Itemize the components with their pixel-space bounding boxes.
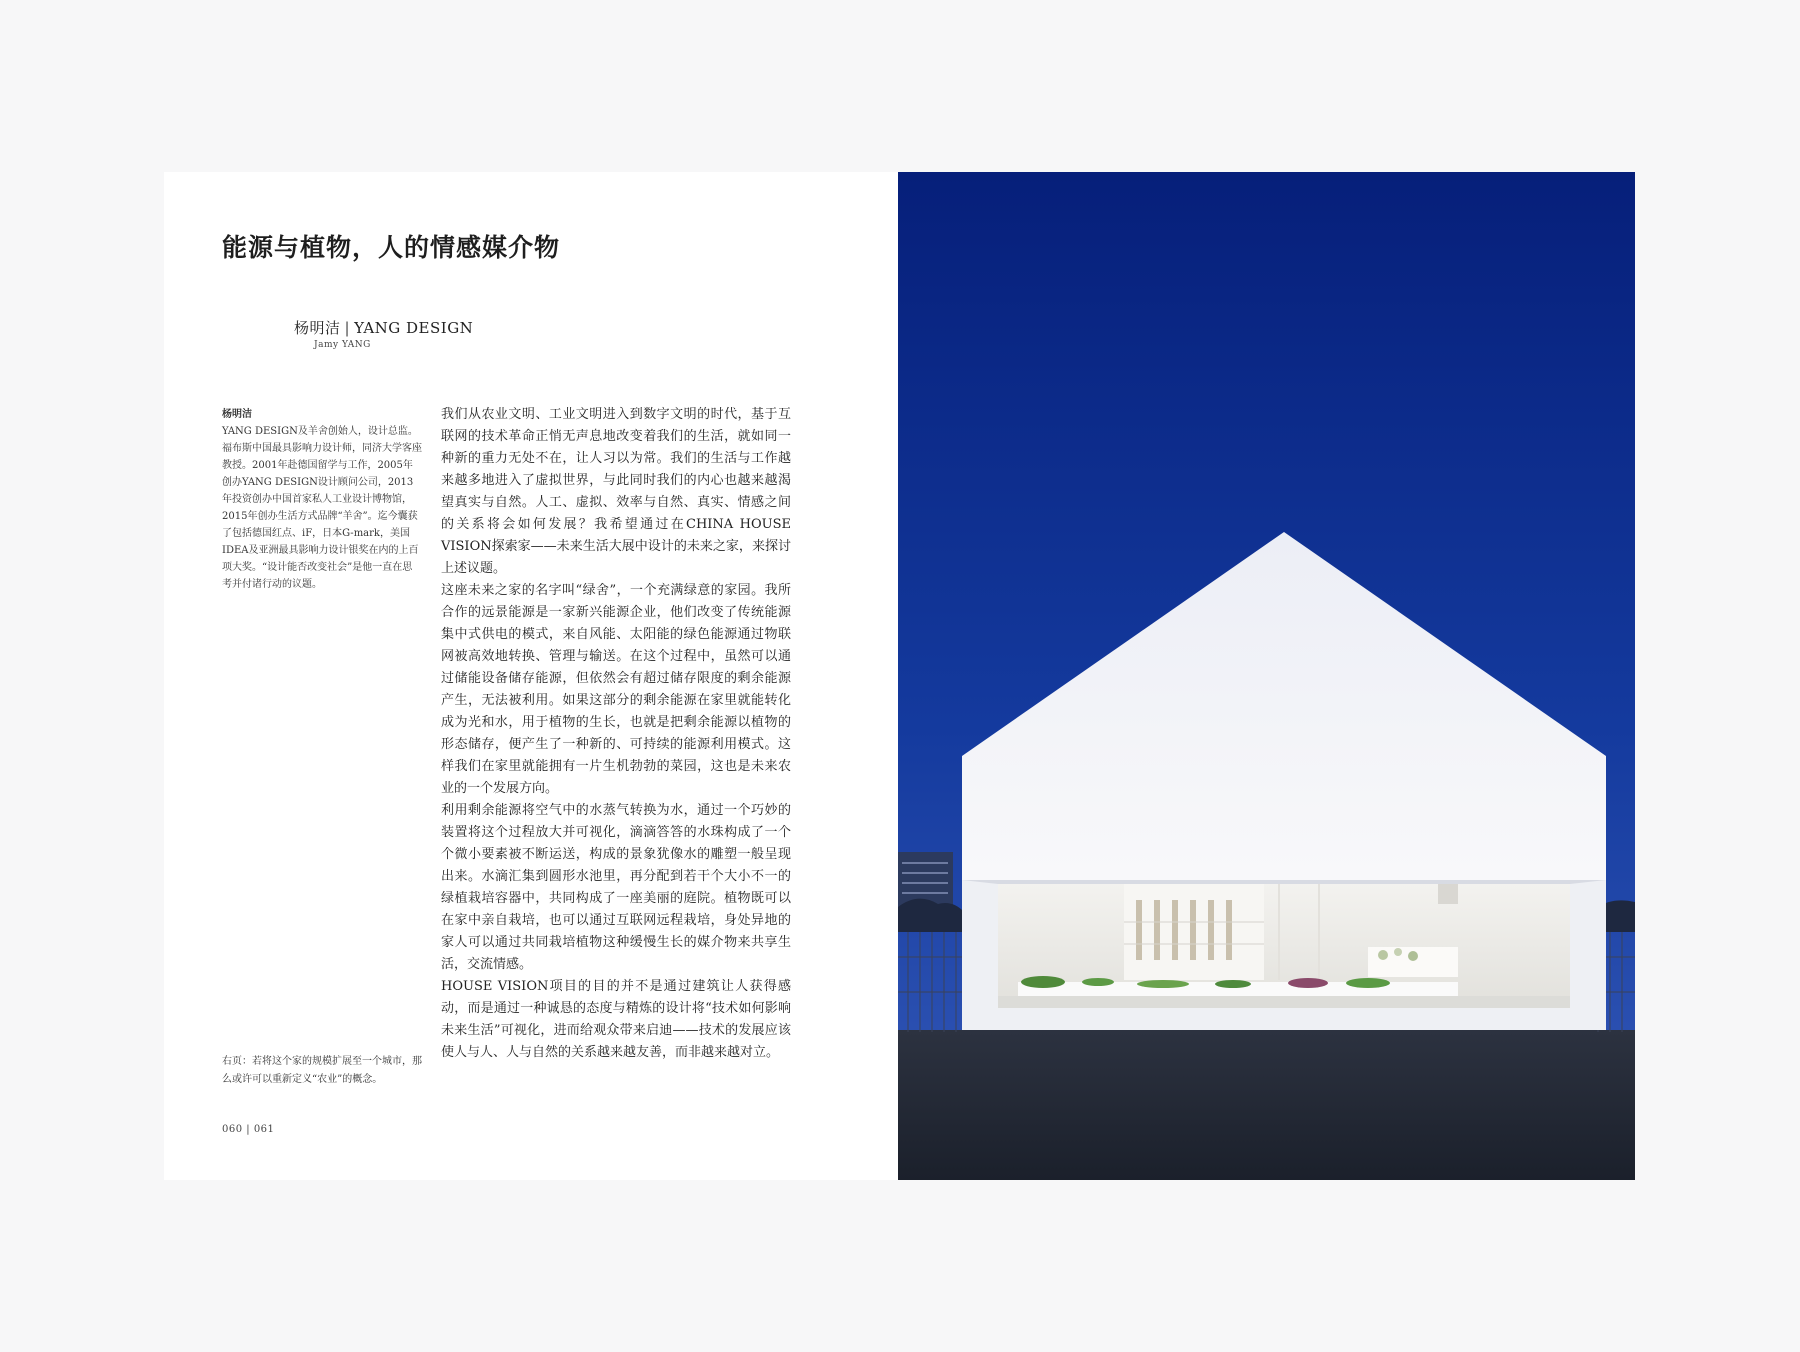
author-name-cn: 杨明洁 (294, 319, 341, 337)
article-title: 能源与植物，人的情感媒介物 (222, 233, 561, 262)
author-bio (222, 406, 422, 593)
body-paragraph: 这座未来之家的名字叫“绿舍”，一个充满绿意的家园。我所合作的远景能源是一家新兴能源企业，他们改变了传统能源集中式供电的模式，来自风能、太阳能的绿色能源通过物联网被高效地转换、管理与输送。在这个过程中，虽然可以通过储能设备储存能源，但依然会有超过储存限度的剩余能源产生，无法被利用。如果这部分的剩余能源在家里就能转化成为光和水，用于植物的生长，也就是把剩余能源以植物的形态储存，便产生了一种新的、可持续的能源利用模式。这样我们在家里就能拥有一片生机勃勃的菜园，这也是未来农业的一个发展方向。 (441, 583, 791, 796)
bio-name: 杨明洁 (222, 409, 252, 420)
ground (898, 1030, 1635, 1180)
photo-caption: 右页：若将这个家的规模扩展至一个城市，那么或许可以重新定义“农业”的概念。 (222, 1056, 422, 1085)
left-page (164, 172, 898, 1180)
magazine-spread (164, 172, 1635, 1180)
house-photo (898, 172, 1635, 1180)
body-paragraph: 我们从农业文明、工业文明进入到数字文明的时代，基于互联网的技术革命正悄无声息地改变着我们的生活，就如同一种新的重力无处不在，让人习以为常。我们的生活与工作越来越多地进入了虚拟世界，与此同时我们的内心也越来越渴望真实与自然。人工、虚拟、效率与自然、真实、情感之间的关系将会如何发展？我希望通过在CHINA HOUSE VISION探索家——未来生活大展中设计的未来之家，来探讨上述议题。 (441, 407, 791, 576)
body-paragraph: HOUSE VISION项目的目的并不是通过建筑让人获得感动，而是通过一种诚恳的态度与精炼的设计将“技术如何影响未来生活”可视化，进而给观众带来启迪——技术的发展应该使人与人、人与自然的关系越来越友善，而非越来越对立。 (441, 979, 791, 1060)
bio-text: YANG DESIGN及羊舍创始人，设计总监。福布斯中国最具影响力设计师，同济大学客座教授。2001年赴德国留学与工作，2005年创办YANG DESIGN设计顾问公司，2013年投资创办中国首家私人工业设计博物馆，2015年创办生活方式品牌“羊舍”。迄今囊获了包括德国红点、iF，日本G-mark，美国IDEA及亚洲最具影响力设计银奖在内的上百项大奖。“设计能否改变社会”是他一直在思考并付诸行动的议题。 (222, 426, 422, 590)
author-studio: YANG DESIGN (354, 319, 474, 337)
page-numbers: 060 | 061 (222, 1124, 275, 1135)
article-body (441, 404, 791, 1064)
house-photo-image (898, 172, 1635, 1180)
author-name-en: Jamy YANG (314, 340, 371, 350)
author-block (294, 317, 473, 350)
body-paragraph: 利用剩余能源将空气中的水蒸气转换为水，通过一个巧妙的装置将这个过程放大并可视化，滴滴答答的水珠构成了一个个微小要素被不断运送，构成的景象犹像水的雕塑一般呈现出来。水滴汇集到圆形水池里，再分配到若干个大小不一的绿植栽培容器中，共同构成了一座美丽的庭院。植物既可以在家中亲自栽培，也可以通过互联网远程栽培，身处异地的家人可以通过共同栽培植物这种缓慢生长的媒介物来共享生活，交流情感。 (441, 803, 791, 972)
author-divider: | (344, 319, 351, 337)
author-line (294, 317, 473, 338)
